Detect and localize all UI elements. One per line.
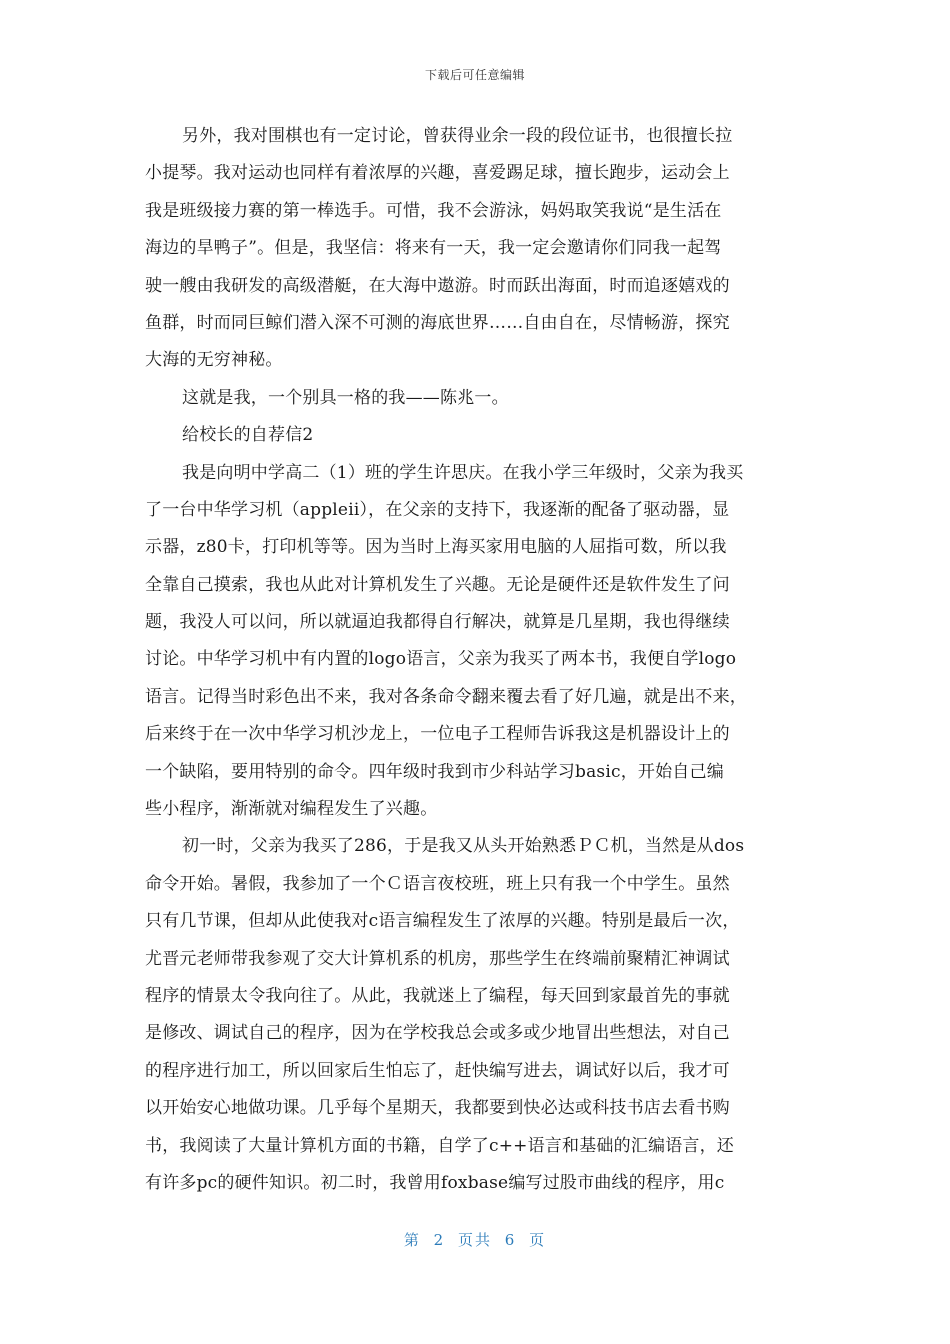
text-line: 是修改、调试自己的程序，因为在学校我总会或多或少地冒出些想法，对自己 (145, 1023, 730, 1044)
text-line: 的程序进行加工，所以回家后生怕忘了，赶快编写进去，调试好以后，我才可 (145, 1060, 730, 1081)
text-line: 驶一艘由我研发的高级潜艇，在大海中遨游。时而跃出海面，时而追逐嬉戏的 (145, 275, 730, 296)
page-header: 下载后可任意编辑 (424, 68, 525, 82)
text-line: 初一时，父亲为我买了286，于是我又从头开始熟悉ＰＣ机，当然是从dos (182, 836, 745, 857)
text-line: 海边的旱鸭子”。但是，我坚信：将来有一天，我一定会邀请你们同我一起驾 (145, 238, 722, 259)
page-number: 第 2 页共 6 页 (403, 1231, 547, 1249)
text-line: 尤晋元老师带我参观了交大计算机系的机房，那些学生在终端前聚精汇神调试 (145, 948, 730, 969)
text-line: 讨论。中华学习机中有内置的logo语言，父亲为我买了两本书，我便自学logo (145, 649, 737, 670)
text-line: 了一台中华学习机（appleii），在父亲的支持下，我逐渐的配备了驱动器，显 (145, 499, 730, 520)
text-line: 一个缺陷，要用特别的命令。四年级时我到市少科站学习basic，开始自己编 (145, 761, 724, 782)
document-body (145, 118, 810, 1202)
text-line: 以开始安心地做功课。几乎每个星期天，我都要到快必达或科技书店去看书购 (145, 1098, 730, 1119)
text-line: 些小程序，渐渐就对编程发生了兴趣。 (145, 799, 438, 820)
text-line: 程序的情景太令我向往了。从此，我就迷上了编程，每天回到家最首先的事就 (145, 985, 730, 1006)
text-line: 给校长的自荐信2 (182, 425, 314, 446)
text-line: 题，我没人可以问，所以就逼迫我都得自行解决，就算是几星期，我也得继续 (145, 612, 730, 633)
text-line: 示器，z80卡，打印机等等。因为当时上海买家用电脑的人屈指可数，所以我 (145, 537, 727, 558)
text-line: 我是班级接力赛的第一棒选手。可惜，我不会游泳，妈妈取笑我说“是生活在 (145, 200, 722, 221)
text-line: 语言。记得当时彩色出不来，我对各条命令翻来覆去看了好几遍，就是出不来， (145, 686, 747, 707)
text-line: 后来终于在一次中华学习机沙龙上，一位电子工程师告诉我这是机器设计上的 (145, 724, 730, 745)
text-line: 命令开始。暑假，我参加了一个Ｃ语言夜校班，班上只有我一个中学生。虽然 (145, 873, 730, 894)
text-line: 有许多pc的硬件知识。初二时，我曾用foxbase编写过股市曲线的程序，用c (145, 1172, 725, 1193)
text-line: 只有几节课，但却从此使我对c语言编程发生了浓厚的兴趣。特别是最后一次， (145, 911, 740, 932)
text-line: 书，我阅读了大量计算机方面的书籍，自学了c++语言和基础的汇编语言，还 (145, 1135, 735, 1156)
text-line: 小提琴。我对运动也同样有着浓厚的兴趣，喜爱踢足球，擅长跑步，运动会上 (145, 163, 730, 184)
text-line: 另外，我对围棋也有一定讨论，曾获得业余一段的段位证书，也很擅长拉 (182, 126, 733, 146)
text-line: 我是向明中学高二（1）班的学生许思庆。在我小学三年级时，父亲为我买 (182, 462, 744, 483)
text-line: 这就是我，一个别具一格的我——陈兆一。 (182, 387, 509, 408)
text-line: 大海的无穷神秘。 (145, 350, 283, 371)
text-line: 鱼群，时而同巨鲸们潜入深不可测的海底世界……自由自在，尽情畅游，探究 (145, 312, 730, 333)
text-line: 全靠自己摸索，我也从此对计算机发生了兴趣。无论是硬件还是软件发生了问 (145, 574, 730, 595)
